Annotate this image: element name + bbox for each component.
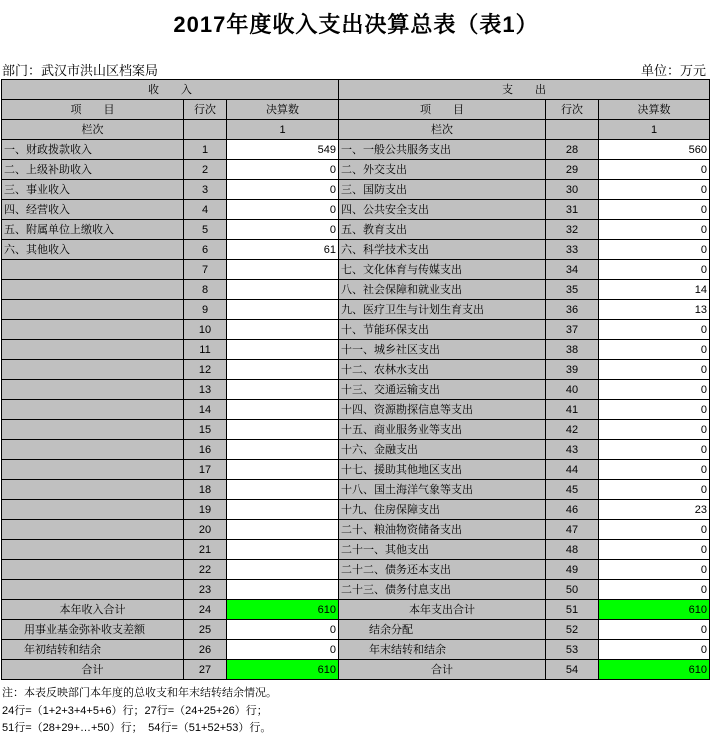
income-amount: 0	[227, 160, 339, 180]
income-row-number: 12	[184, 360, 227, 380]
income-summary-row-number: 25	[184, 620, 227, 640]
table-row	[2, 360, 710, 380]
income-amount	[227, 540, 339, 560]
expense-row-number: 49	[546, 560, 599, 580]
income-item-name	[2, 500, 184, 520]
table-row	[2, 400, 710, 420]
income-item-name	[2, 580, 184, 600]
summary-row	[2, 640, 710, 660]
expense-amount: 0	[599, 320, 710, 340]
expense-item-name: 二十、粮油物资储备支出	[339, 520, 546, 540]
income-amount	[227, 280, 339, 300]
table-row	[2, 220, 710, 240]
expense-item-name: 十五、商业服务业等支出	[339, 420, 546, 440]
expense-row-number: 42	[546, 420, 599, 440]
summary-row	[2, 660, 710, 680]
expense-row-number: 48	[546, 540, 599, 560]
income-section-header: 收 入	[2, 80, 339, 100]
expense-row-number: 36	[546, 300, 599, 320]
expense-amount: 0	[599, 580, 710, 600]
expense-item-name: 二十三、债务付息支出	[339, 580, 546, 600]
expense-col-label: 栏次	[339, 120, 546, 140]
income-summary-amount: 0	[227, 620, 339, 640]
expense-item-name: 十八、国土海洋气象等支出	[339, 480, 546, 500]
income-item-name	[2, 260, 184, 280]
expense-row-number: 34	[546, 260, 599, 280]
income-amount	[227, 460, 339, 480]
income-row-number: 14	[184, 400, 227, 420]
expense-summary-name: 本年支出合计	[339, 600, 546, 620]
income-amount	[227, 580, 339, 600]
income-amount	[227, 520, 339, 540]
income-amount	[227, 440, 339, 460]
income-item-name: 四、经营收入	[2, 200, 184, 220]
expense-amount: 23	[599, 500, 710, 520]
expense-row-number: 41	[546, 400, 599, 420]
income-summary-row-number: 24	[184, 600, 227, 620]
expense-amount: 0	[599, 180, 710, 200]
table-row	[2, 380, 710, 400]
expense-amount: 0	[599, 240, 710, 260]
table-row	[2, 320, 710, 340]
expense-amount: 0	[599, 540, 710, 560]
income-amount-header: 决算数	[227, 100, 339, 120]
income-item-name	[2, 300, 184, 320]
expense-summary-amount: 0	[599, 620, 710, 640]
income-rowno-header: 行次	[184, 100, 227, 120]
expense-amount: 0	[599, 360, 710, 380]
expense-row-number: 50	[546, 580, 599, 600]
income-summary-amount: 610	[227, 660, 339, 680]
income-row-number: 17	[184, 460, 227, 480]
expense-amount: 0	[599, 440, 710, 460]
income-summary-row-number: 27	[184, 660, 227, 680]
expense-amount: 0	[599, 260, 710, 280]
expense-item-name: 一、一般公共服务支出	[339, 140, 546, 160]
table-row	[2, 440, 710, 460]
income-item-name	[2, 380, 184, 400]
expense-item-name: 二、外交支出	[339, 160, 546, 180]
income-summary-name: 用事业基金弥补收支差额	[2, 620, 184, 640]
income-item-name	[2, 420, 184, 440]
expense-amount: 13	[599, 300, 710, 320]
expense-item-name: 十一、城乡社区支出	[339, 340, 546, 360]
expense-amount: 0	[599, 160, 710, 180]
income-row-number: 16	[184, 440, 227, 460]
income-amount	[227, 420, 339, 440]
note-line-3: 51行=（28+29+…+50）行； 54行=（51+52+53）行。	[2, 722, 272, 734]
table-row	[2, 580, 710, 600]
income-row-number: 9	[184, 300, 227, 320]
income-col-label: 栏次	[2, 120, 184, 140]
expense-item-name: 二十一、其他支出	[339, 540, 546, 560]
expense-summary-amount: 610	[599, 600, 710, 620]
income-item-name: 六、其他收入	[2, 240, 184, 260]
income-amount: 61	[227, 240, 339, 260]
expense-amount: 0	[599, 220, 710, 240]
income-amount: 549	[227, 140, 339, 160]
income-item-name	[2, 400, 184, 420]
income-amount	[227, 260, 339, 280]
expense-row-number: 43	[546, 440, 599, 460]
table-row	[2, 420, 710, 440]
expense-amount: 0	[599, 340, 710, 360]
expense-row-number: 31	[546, 200, 599, 220]
note-line-1: 注：本表反映部门本年度的总收支和年末结转结余情况。	[2, 687, 277, 699]
income-item-header: 项 目	[2, 100, 184, 120]
expense-amount: 560	[599, 140, 710, 160]
income-item-name: 五、附属单位上缴收入	[2, 220, 184, 240]
table-row	[2, 540, 710, 560]
income-row-number: 11	[184, 340, 227, 360]
table-row	[2, 200, 710, 220]
expense-summary-name: 合计	[339, 660, 546, 680]
expense-item-name: 十九、住房保障支出	[339, 500, 546, 520]
expense-item-name: 六、科学技术支出	[339, 240, 546, 260]
table-row	[2, 260, 710, 280]
expense-row-number: 32	[546, 220, 599, 240]
income-item-name	[2, 280, 184, 300]
expense-item-name: 二十二、债务还本支出	[339, 560, 546, 580]
income-row-number: 18	[184, 480, 227, 500]
expense-summary-amount: 0	[599, 640, 710, 660]
expense-item-name: 四、公共安全支出	[339, 200, 546, 220]
income-amount	[227, 380, 339, 400]
expense-item-name: 十六、金融支出	[339, 440, 546, 460]
expense-item-name: 七、文化体育与传媒支出	[339, 260, 546, 280]
expense-summary-name: 年末结转和结余	[339, 640, 546, 660]
income-row-number: 4	[184, 200, 227, 220]
income-amount: 0	[227, 200, 339, 220]
income-item-name	[2, 360, 184, 380]
expense-col-no: 1	[599, 120, 710, 140]
department-label: 部门：武汉市洪山区档案局	[2, 63, 159, 78]
income-row-number: 6	[184, 240, 227, 260]
income-item-name	[2, 340, 184, 360]
header-row-colno	[2, 120, 710, 140]
expense-summary-row-number: 52	[546, 620, 599, 640]
table-row	[2, 160, 710, 180]
income-amount: 0	[227, 220, 339, 240]
income-item-name: 三、事业收入	[2, 180, 184, 200]
expense-item-name: 十三、交通运输支出	[339, 380, 546, 400]
income-row-number: 15	[184, 420, 227, 440]
income-amount	[227, 500, 339, 520]
income-row-number: 13	[184, 380, 227, 400]
income-summary-row-number: 26	[184, 640, 227, 660]
income-item-name	[2, 460, 184, 480]
income-item-name: 一、财政拨款收入	[2, 140, 184, 160]
expense-row-number: 46	[546, 500, 599, 520]
expense-summary-amount: 610	[599, 660, 710, 680]
expense-summary-row-number: 53	[546, 640, 599, 660]
table-row	[2, 300, 710, 320]
expense-row-number: 35	[546, 280, 599, 300]
income-amount	[227, 300, 339, 320]
income-row-number: 8	[184, 280, 227, 300]
income-summary-name: 本年收入合计	[2, 600, 184, 620]
expense-amount: 0	[599, 520, 710, 540]
income-summary-name: 合计	[2, 660, 184, 680]
income-item-name	[2, 440, 184, 460]
expense-row-number: 33	[546, 240, 599, 260]
income-row-number: 1	[184, 140, 227, 160]
expense-amount-header: 决算数	[599, 100, 710, 120]
expense-amount: 0	[599, 400, 710, 420]
expense-amount: 14	[599, 280, 710, 300]
income-item-name	[2, 540, 184, 560]
income-amount	[227, 320, 339, 340]
expense-row-number: 30	[546, 180, 599, 200]
income-row-number: 20	[184, 520, 227, 540]
income-item-name	[2, 520, 184, 540]
expense-item-name: 十二、农林水支出	[339, 360, 546, 380]
expense-item-header: 项 目	[339, 100, 546, 120]
expense-row-number: 47	[546, 520, 599, 540]
income-amount	[227, 400, 339, 420]
table-row	[2, 340, 710, 360]
table-row	[2, 280, 710, 300]
income-col-no: 1	[227, 120, 339, 140]
table-row	[2, 520, 710, 540]
income-row-number: 10	[184, 320, 227, 340]
expense-row-number: 37	[546, 320, 599, 340]
expense-summary-row-number: 54	[546, 660, 599, 680]
expense-item-name: 九、医疗卫生与计划生育支出	[339, 300, 546, 320]
income-col-empty	[184, 120, 227, 140]
income-amount	[227, 360, 339, 380]
income-item-name	[2, 560, 184, 580]
page-title: 2017年度收入支出决算总表（表1）	[173, 12, 539, 37]
income-row-number: 21	[184, 540, 227, 560]
table-row	[2, 460, 710, 480]
expense-item-name: 三、国防支出	[339, 180, 546, 200]
income-amount	[227, 480, 339, 500]
income-row-number: 3	[184, 180, 227, 200]
expense-item-name: 十七、援助其他地区支出	[339, 460, 546, 480]
note-line-2: 24行=（1+2+3+4+5+6）行；27行=（24+25+26）行；	[2, 705, 268, 717]
expense-amount: 0	[599, 480, 710, 500]
expense-item-name: 十四、资源勘探信息等支出	[339, 400, 546, 420]
table-row	[2, 480, 710, 500]
expense-row-number: 39	[546, 360, 599, 380]
expense-amount: 0	[599, 560, 710, 580]
header-row-columns	[2, 100, 710, 120]
income-amount: 0	[227, 180, 339, 200]
expense-amount: 0	[599, 200, 710, 220]
expense-item-name: 十、节能环保支出	[339, 320, 546, 340]
expense-amount: 0	[599, 380, 710, 400]
budget-table	[1, 79, 710, 680]
expense-amount: 0	[599, 460, 710, 480]
summary-row	[2, 600, 710, 620]
expense-col-empty	[546, 120, 599, 140]
income-amount	[227, 560, 339, 580]
income-row-number: 23	[184, 580, 227, 600]
expense-rowno-header: 行次	[546, 100, 599, 120]
table-row	[2, 560, 710, 580]
expense-amount: 0	[599, 420, 710, 440]
expense-summary-row-number: 51	[546, 600, 599, 620]
expense-summary-name: 结余分配	[339, 620, 546, 640]
expense-row-number: 40	[546, 380, 599, 400]
expense-row-number: 38	[546, 340, 599, 360]
income-row-number: 22	[184, 560, 227, 580]
income-summary-amount: 0	[227, 640, 339, 660]
income-row-number: 19	[184, 500, 227, 520]
expense-row-number: 28	[546, 140, 599, 160]
expense-section-header: 支 出	[339, 80, 710, 100]
expense-row-number: 29	[546, 160, 599, 180]
expense-row-number: 44	[546, 460, 599, 480]
expense-row-number: 45	[546, 480, 599, 500]
income-item-name: 二、上级补助收入	[2, 160, 184, 180]
table-row	[2, 140, 710, 160]
expense-item-name: 五、教育支出	[339, 220, 546, 240]
income-amount	[227, 340, 339, 360]
unit-label: 单位：万元	[640, 63, 706, 78]
income-item-name	[2, 320, 184, 340]
table-row	[2, 180, 710, 200]
income-row-number: 2	[184, 160, 227, 180]
income-row-number: 5	[184, 220, 227, 240]
income-row-number: 7	[184, 260, 227, 280]
header-row-sections	[2, 80, 710, 100]
table-row	[2, 240, 710, 260]
table-row	[2, 500, 710, 520]
income-summary-amount: 610	[227, 600, 339, 620]
income-summary-name: 年初结转和结余	[2, 640, 184, 660]
income-item-name	[2, 480, 184, 500]
summary-row	[2, 620, 710, 640]
expense-item-name: 八、社会保障和就业支出	[339, 280, 546, 300]
